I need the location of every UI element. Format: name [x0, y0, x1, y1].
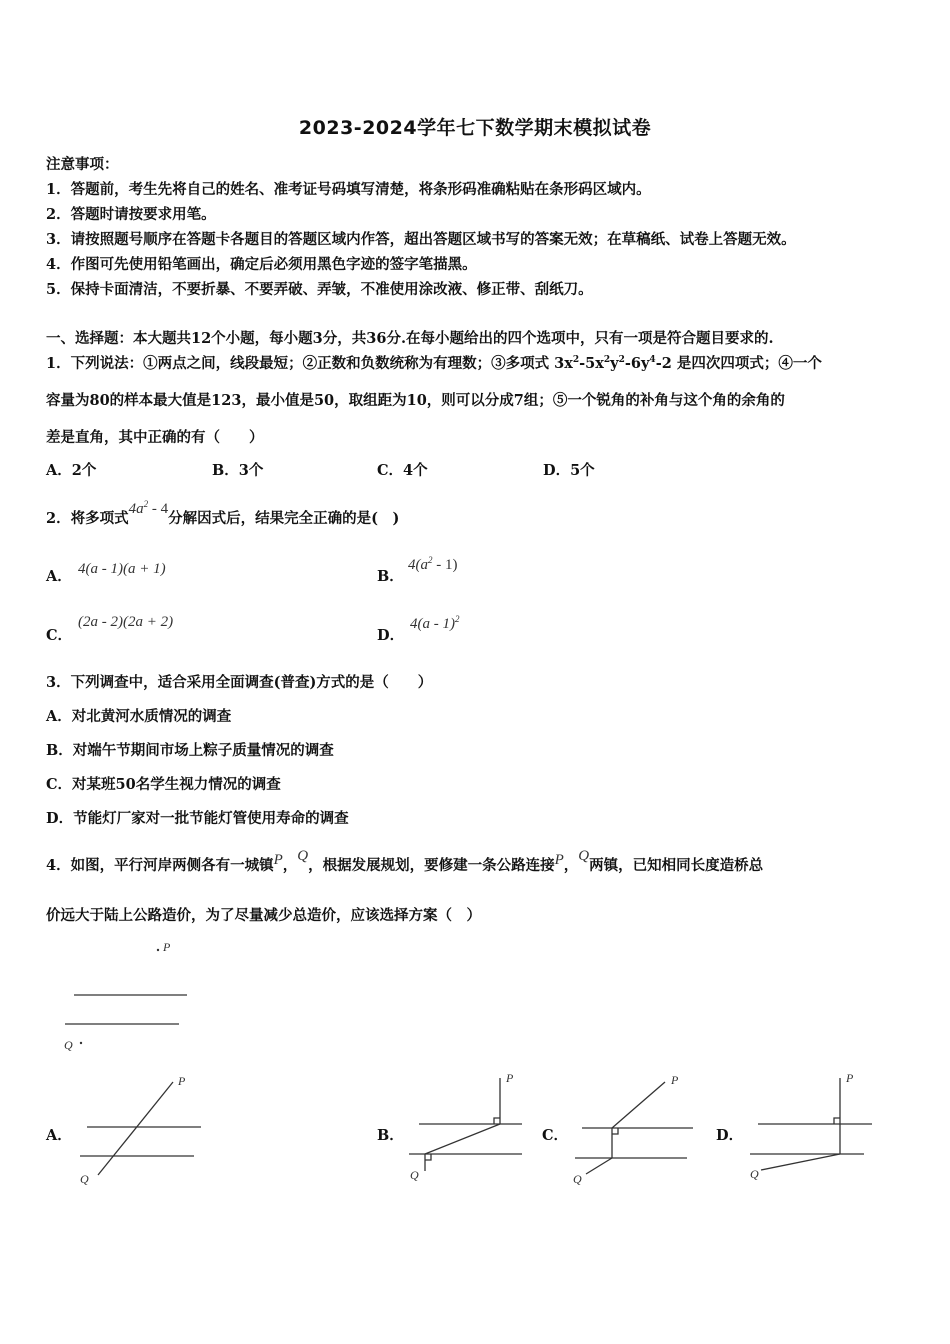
q4-river-figure — [55, 935, 205, 1060]
route-line — [98, 1082, 173, 1175]
svg-text:P: P — [846, 1071, 854, 1085]
q2-option-d: 4(a - 1)$^2$ — [410, 614, 460, 632]
route-diagonal — [761, 1154, 840, 1170]
q1-option-c: C．4个 — [377, 462, 428, 479]
town-q-label: Q — [64, 1038, 73, 1052]
q3-option-c: C．对某班50名学生视力情况的调查 — [46, 776, 281, 793]
note-item-4: 4．作图可先使用铅笔画出，确定后必须用黑色字迹的签字笔描黑。 — [46, 256, 477, 273]
q1-option-b: B．3个 — [212, 462, 264, 479]
q4-label-c: C． — [542, 1127, 569, 1144]
q4-line1: 4．如图，平行河岸两侧各有一城镇P，Q，根据发展规划，要修建一条公路连接P，Q两镇，已知相同长度造桥总 — [46, 848, 764, 874]
section-heading: 一、选择题：本大题共12个小题，每小题3分，共36分.在每小题给出的四个选项中，只有一项是符合题目要求的. — [46, 330, 774, 347]
q1-line2: 容量为80的样本最大值是123，最小值是50，取组距为10，则可以分成7组；⑤一个锐角的补角与这个角的余角的 — [46, 392, 785, 409]
note-item-1: 1．答题前，考生先将自己的姓名、准考证号码填写清楚，将条形码准确粘贴在条形码区域内。 — [46, 181, 651, 198]
town-q-point — [80, 1042, 82, 1044]
q2-label-c: C． — [46, 627, 73, 644]
svg-text:P: P — [671, 1073, 679, 1087]
q2-stem: 2．将多项式$4a^2 - 4$分解因式后，结果完全正确的是( ) — [46, 499, 400, 527]
q4-option-c-figure — [570, 1070, 695, 1190]
q4-option-a-figure — [75, 1070, 210, 1190]
q2-option-b: $4(a^2 - 1)$ — [408, 555, 458, 573]
q4-label-a: A． — [46, 1127, 72, 1144]
route-diagonal — [612, 1082, 665, 1128]
q4-option-b-figure — [405, 1068, 530, 1190]
q2-option-a: 4(a - 1)(a + 1) — [78, 561, 166, 577]
svg-text:Q: Q — [80, 1172, 89, 1186]
q3-option-b: B．对端午节期间市场上粽子质量情况的调查 — [46, 742, 334, 759]
q2-polynomial: $4a^2 - 4$ — [128, 499, 169, 517]
notes-heading: 注意事项： — [46, 156, 119, 173]
q3-option-d: D．节能灯厂家对一批节能灯管使用寿命的调查 — [46, 810, 349, 827]
town-p-label: P — [163, 940, 171, 954]
q2-label-a: A． — [46, 568, 72, 585]
note-item-3: 3．请按照题号顺序在答题卡各题目的答题区域内作答，超出答题区域书写的答案无效；在草稿纸、试卷上答题无效。 — [46, 231, 796, 248]
q3-stem: 3．下列调查中，适合采用全面调查(普查)方式的是（ ） — [46, 674, 433, 691]
q1-line1: 1．下列说法：①两点之间，线段最短；②正数和负数统称为有理数；③多项式 $3x^2-5x^2y^2-6y^4-2$ 是四次四项式；④一个 — [46, 355, 822, 372]
q2-label-b: B． — [377, 568, 404, 585]
svg-text:Q: Q — [410, 1168, 419, 1182]
page-title: 2023-2024学年七下数学期末模拟试卷 — [298, 117, 652, 139]
note-item-2: 2．答题时请按要求用笔。 — [46, 206, 216, 223]
q4-label-b: B． — [377, 1127, 404, 1144]
svg-text:P: P — [506, 1071, 514, 1085]
q4-label-d: D． — [716, 1127, 744, 1144]
q1-line3: 差是直角，其中正确的有（ ） — [46, 429, 264, 446]
route-diagonal — [425, 1124, 500, 1154]
q2-label-d: D． — [377, 627, 405, 644]
svg-text:Q: Q — [573, 1172, 582, 1186]
q4-line2: 价远大于陆上公路造价，为了尽量减少总造价，应该选择方案（ ） — [46, 907, 481, 924]
q4-option-d-figure — [745, 1068, 885, 1190]
q1-option-a: A．2个 — [46, 462, 97, 479]
svg-text:Q: Q — [750, 1167, 759, 1181]
q1-option-d: D．5个 — [543, 462, 595, 479]
q2-option-c: (2a - 2)(2a + 2) — [78, 614, 174, 630]
note-item-5: 5．保持卡面清洁，不要折暴、不要弄破、弄皱，不准使用涂改液、修正带、刮纸刀。 — [46, 281, 593, 298]
q3-option-a: A．对北黄河水质情况的调查 — [46, 708, 232, 725]
svg-text:P: P — [178, 1074, 186, 1088]
town-p-point — [157, 949, 159, 951]
